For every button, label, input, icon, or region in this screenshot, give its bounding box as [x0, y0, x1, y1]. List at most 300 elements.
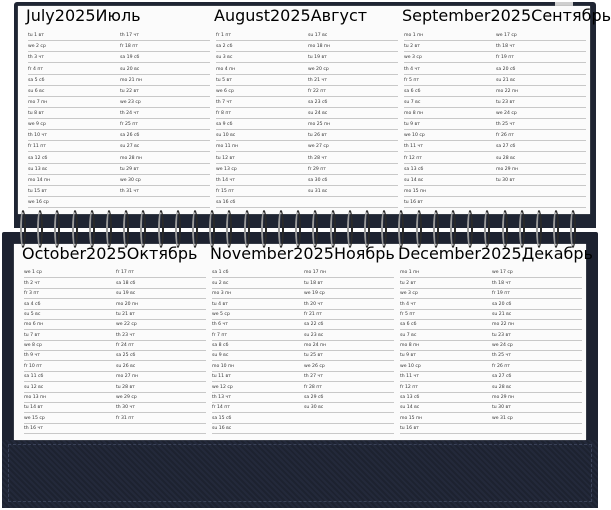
day-entry[interactable]: mo 8 пн [400, 343, 420, 348]
day-entry[interactable]: we 8 ср [24, 343, 42, 348]
day-entry[interactable]: we 27 ср [308, 144, 329, 150]
day-entry[interactable]: we 5 ср [212, 311, 230, 317]
day-rule [212, 371, 394, 372]
day-entry[interactable]: mo 11 пн [216, 144, 239, 150]
day-entry[interactable]: sa 13 сб [404, 166, 424, 172]
day-entry[interactable]: we 3 ср [400, 291, 418, 297]
day-entry[interactable]: su 7 вс [404, 99, 421, 105]
day-entry[interactable]: th 25 чт [492, 353, 511, 359]
day-entry[interactable]: sa 2 сб [216, 44, 233, 50]
day-entry[interactable]: su 17 вс [308, 33, 328, 39]
day-entry[interactable]: tu 23 вт [492, 332, 511, 338]
day-entry[interactable]: mo 8 пн [404, 111, 424, 116]
day-entry[interactable]: mo 4 пн [216, 66, 236, 72]
day-entry[interactable]: mo 25 пн [308, 122, 331, 128]
day-entry[interactable]: su 20 вс [120, 66, 140, 72]
month-name-ru: Июль [95, 6, 141, 25]
day-entry[interactable]: th 24 чт [120, 111, 139, 116]
day-entry[interactable]: th 31 чт [120, 188, 139, 194]
cover-stitching [8, 444, 592, 502]
day-rule [400, 433, 582, 434]
day-entry[interactable]: sa 13 сб [400, 394, 420, 400]
day-entry[interactable]: su 24 вс [308, 111, 328, 116]
day-rule [216, 140, 398, 141]
day-rule [212, 381, 394, 382]
day-entry[interactable]: th 18 чт [496, 44, 515, 50]
day-entry[interactable]: fr 12 пт [404, 155, 422, 161]
spiral-coil [140, 210, 146, 248]
day-entry[interactable]: su 14 вс [400, 405, 420, 411]
day-entry[interactable]: sa 27 сб [492, 374, 512, 380]
day-entry[interactable]: mo 13 пн [24, 394, 47, 400]
day-entry[interactable]: mo 15 пн [404, 188, 427, 194]
day-rule [24, 277, 206, 278]
day-entry[interactable]: tu 30 вт [496, 177, 515, 183]
day-entry[interactable]: th 23 чт [116, 332, 135, 338]
day-rule [216, 185, 398, 186]
day-entry[interactable]: tu 16 вт [400, 426, 419, 431]
day-rule [216, 85, 398, 86]
day-entry[interactable]: fr 17 пт [116, 270, 134, 276]
day-entry[interactable]: th 13 чт [212, 394, 231, 400]
day-entry[interactable]: sa 26 сб [120, 133, 140, 139]
day-rule [28, 185, 210, 186]
day-entry[interactable]: th 10 чт [28, 133, 47, 139]
day-entry[interactable]: tu 14 вт [24, 405, 43, 411]
spiral-coil [502, 210, 508, 248]
spiral-coil [158, 210, 164, 248]
day-rule [28, 163, 210, 164]
day-rule [212, 360, 394, 361]
spiral-coil [347, 210, 353, 248]
day-rule [24, 360, 206, 361]
day-rule [404, 107, 586, 108]
day-entry[interactable]: mo 7 пн [28, 99, 48, 105]
day-entry[interactable]: th 11 чт [400, 374, 419, 380]
day-entry[interactable]: th 30 чт [116, 405, 135, 411]
day-entry[interactable]: fr 26 пт [492, 363, 510, 369]
day-entry[interactable]: tu 5 вт [216, 77, 232, 83]
day-rule [28, 196, 210, 197]
day-entry[interactable]: we 23 ср [120, 99, 141, 105]
month-year: 2025 [86, 244, 127, 263]
day-entry[interactable]: su 2 вс [212, 280, 229, 286]
day-entry[interactable]: su 6 вс [28, 88, 45, 94]
day-entry[interactable]: sa 20 сб [492, 301, 512, 307]
day-entry[interactable]: th 11 чт [404, 144, 423, 150]
day-entry[interactable]: sa 5 сб [28, 77, 45, 83]
day-entry[interactable]: tu 28 вт [116, 384, 135, 390]
day-entry[interactable]: su 3 вс [216, 55, 233, 61]
month-name: October [22, 244, 87, 263]
day-entry[interactable]: we 6 ср [216, 88, 234, 94]
day-entry[interactable]: we 17 ср [496, 33, 517, 39]
day-entry[interactable]: we 9 ср [28, 122, 46, 128]
day-entry[interactable]: tu 30 вт [492, 405, 511, 411]
day-rule [216, 118, 398, 119]
day-entry[interactable]: sa 12 сб [28, 155, 48, 161]
month-bottom-0 [22, 244, 212, 440]
month-name-ru: Октябрь [126, 244, 198, 263]
day-entry[interactable]: th 16 чт [24, 426, 43, 431]
day-entry[interactable]: tu 26 вт [308, 133, 327, 139]
day-entry[interactable]: we 20 ср [308, 66, 329, 72]
day-rule [28, 207, 210, 208]
day-rule [400, 329, 582, 330]
day-entry[interactable]: su 21 вс [496, 77, 516, 83]
day-entry[interactable]: mo 1 пн [400, 270, 420, 276]
month-year: 2025 [480, 244, 522, 263]
day-entry[interactable]: we 16 ср [28, 200, 49, 205]
day-entry[interactable]: tu 8 вт [28, 111, 44, 116]
day-entry[interactable]: su 21 вс [492, 311, 512, 317]
day-entry[interactable]: mo 14 пн [28, 177, 51, 183]
day-entry[interactable]: we 24 ср [496, 111, 517, 116]
day-entry[interactable]: we 2 ср [28, 44, 46, 50]
day-entry[interactable]: mo 17 пн [304, 270, 327, 276]
day-entry[interactable]: fr 24 пт [116, 343, 134, 348]
spiral-coil [364, 210, 370, 248]
month-header [214, 6, 404, 26]
day-entry[interactable]: tu 18 вт [304, 280, 323, 286]
day-rule [212, 298, 394, 299]
day-rule [28, 151, 210, 152]
day-entry[interactable]: fr 10 пт [24, 363, 42, 369]
day-rule [400, 371, 582, 372]
day-rule [216, 62, 398, 63]
day-rule [216, 96, 398, 97]
day-rule [216, 40, 398, 41]
day-entry[interactable]: th 6 чт [212, 322, 228, 328]
day-rule [400, 402, 582, 403]
day-rule [400, 319, 582, 320]
day-rule [404, 174, 586, 175]
day-rule [212, 288, 394, 289]
day-entry[interactable]: fr 7 пт [212, 332, 228, 338]
day-entry[interactable]: sa 19 сб [120, 55, 140, 61]
day-entry[interactable]: sa 20 сб [496, 66, 516, 72]
day-entry[interactable]: tu 12 вт [216, 155, 235, 161]
day-entry[interactable]: sa 6 сб [404, 88, 421, 94]
day-rule [404, 51, 586, 52]
day-entry[interactable]: mo 18 пн [308, 44, 331, 50]
day-entry[interactable]: th 7 чт [216, 99, 232, 105]
day-entry[interactable]: su 5 вс [24, 311, 41, 317]
day-entry[interactable]: sa 18 сб [116, 280, 136, 286]
month-name: July [26, 6, 55, 25]
day-rule [28, 174, 210, 175]
day-entry[interactable]: th 20 чт [304, 301, 323, 307]
day-entry[interactable]: we 12 ср [212, 384, 233, 390]
spiral-coil [381, 210, 387, 248]
spiral-coil [312, 210, 318, 248]
day-entry[interactable]: tu 2 вт [404, 44, 420, 50]
day-rule [216, 207, 398, 208]
day-rule [212, 350, 394, 351]
day-entry[interactable]: fr 14 пт [212, 405, 230, 411]
day-rule [400, 309, 582, 310]
day-rule [404, 196, 586, 197]
day-entry[interactable]: su 26 вс [116, 363, 136, 369]
day-entry[interactable]: fr 18 пт [120, 44, 138, 50]
spiral-coil [416, 210, 422, 248]
day-entry[interactable]: su 31 вс [308, 188, 328, 194]
day-rule [212, 340, 394, 341]
day-rule [24, 329, 206, 330]
day-rule [28, 51, 210, 52]
day-rule [400, 350, 582, 351]
month-name: August [214, 6, 270, 25]
day-entry[interactable]: th 25 чт [496, 122, 515, 128]
day-entry[interactable]: mo 29 пн [496, 166, 519, 172]
day-rule [24, 371, 206, 372]
day-rule [212, 277, 394, 278]
day-rule [404, 74, 586, 75]
day-entry[interactable]: sa 30 сб [308, 177, 328, 183]
day-rule [404, 96, 586, 97]
day-entry[interactable]: we 10 ср [400, 363, 421, 369]
day-entry[interactable]: tu 11 вт [212, 374, 231, 380]
day-entry[interactable]: mo 15 пн [400, 415, 423, 421]
month-header [26, 6, 216, 26]
day-rule [24, 350, 206, 351]
day-entry[interactable]: we 15 ср [24, 415, 45, 421]
day-rule [28, 74, 210, 75]
day-entry[interactable]: tu 9 вт [400, 353, 416, 359]
spiral-coil [553, 210, 559, 248]
day-entry[interactable]: fr 12 пт [400, 384, 418, 390]
day-entry[interactable]: su 19 вс [116, 291, 136, 297]
month-name-ru: Декабрь [521, 244, 593, 263]
day-rule [400, 381, 582, 382]
spiral-coil [244, 210, 250, 248]
day-entry[interactable]: tu 23 вт [496, 99, 515, 105]
month-top-2 [402, 6, 611, 214]
day-rule [24, 381, 206, 382]
day-entry[interactable]: fr 26 пт [496, 133, 514, 139]
day-entry[interactable]: sa 16 сб [216, 200, 236, 205]
day-rule [400, 277, 582, 278]
day-entry[interactable]: fr 21 пт [304, 311, 322, 317]
day-entry[interactable]: tu 7 вт [24, 332, 40, 338]
day-entry[interactable]: th 17 чт [120, 33, 139, 39]
day-entry[interactable]: fr 1 пт [216, 33, 232, 39]
month-name-ru: Ноябрь [333, 244, 395, 263]
day-rule [216, 196, 398, 197]
day-rule [24, 392, 206, 393]
day-entry[interactable]: fr 8 пт [216, 111, 232, 116]
day-entry[interactable]: sa 29 сб [304, 394, 324, 400]
day-rule [404, 207, 586, 208]
day-entry[interactable]: tu 2 вт [400, 280, 416, 286]
spiral-coil [192, 210, 198, 248]
day-entry[interactable]: fr 4 пт [28, 66, 44, 72]
day-entry[interactable]: fr 11 пт [28, 144, 46, 150]
day-entry[interactable]: su 9 вс [212, 353, 229, 359]
day-rule [216, 51, 398, 52]
day-entry[interactable]: su 27 вс [120, 144, 140, 150]
day-entry[interactable]: sa 15 сб [212, 415, 232, 421]
day-entry[interactable]: mo 28 пн [120, 155, 143, 161]
day-entry[interactable]: tu 16 вт [404, 200, 423, 205]
day-entry[interactable]: fr 19 пт [496, 55, 514, 61]
day-entry[interactable]: fr 15 пт [216, 188, 234, 194]
day-rule [212, 412, 394, 413]
day-entry[interactable]: we 22 ср [116, 322, 137, 328]
day-entry[interactable]: sa 27 сб [496, 144, 516, 150]
day-entry[interactable]: fr 22 пт [308, 88, 326, 94]
spiral-coil [209, 210, 215, 248]
day-rule [400, 423, 582, 424]
day-entry[interactable]: su 16 вс [212, 426, 232, 431]
day-entry[interactable]: th 4 чт [400, 301, 416, 307]
day-entry[interactable]: th 27 чт [304, 374, 323, 380]
day-rule [216, 74, 398, 75]
day-rule [28, 62, 210, 63]
spiral-coil [433, 210, 439, 248]
day-entry[interactable]: su 7 вс [400, 332, 417, 338]
day-entry[interactable]: su 30 вс [304, 405, 324, 411]
month-top-1 [214, 6, 404, 214]
day-entry[interactable]: su 28 вс [492, 384, 512, 390]
day-entry[interactable]: fr 31 пт [116, 415, 134, 421]
day-rule [24, 298, 206, 299]
page-oct-dec[interactable] [14, 244, 593, 440]
spiral-coil [278, 210, 284, 248]
day-entry[interactable]: su 23 вс [304, 332, 324, 338]
day-entry[interactable]: we 10 ср [404, 133, 425, 139]
spiral-coil [398, 210, 404, 248]
day-entry[interactable]: tu 9 вт [404, 122, 420, 128]
month-bottom-1 [210, 244, 400, 440]
day-entry[interactable]: su 14 вс [404, 177, 424, 183]
day-entry[interactable]: sa 11 сб [24, 374, 44, 380]
day-rule [212, 309, 394, 310]
day-entry[interactable]: we 31 ср [492, 415, 513, 421]
day-entry[interactable]: tu 1 вт [28, 33, 44, 39]
day-entry[interactable]: sa 22 сб [304, 322, 324, 328]
day-entry[interactable]: tu 15 вт [28, 188, 47, 194]
day-entry[interactable]: we 3 ср [404, 55, 422, 61]
day-entry[interactable]: fr 25 пт [120, 122, 138, 128]
day-rule [24, 309, 206, 310]
day-rule [216, 129, 398, 130]
day-entry[interactable]: su 12 вс [24, 384, 44, 390]
day-entry[interactable]: th 18 чт [492, 280, 511, 286]
day-entry[interactable]: mo 21 пн [120, 77, 143, 83]
day-entry[interactable]: we 26 ср [304, 363, 325, 369]
day-entry[interactable]: fr 3 пт [24, 291, 40, 297]
day-entry[interactable]: th 21 чт [308, 77, 327, 83]
day-entry[interactable]: mo 24 пн [304, 343, 327, 348]
month-name: December [398, 244, 481, 263]
day-rule [28, 96, 210, 97]
day-entry[interactable]: mo 22 пн [492, 322, 515, 328]
day-entry[interactable]: su 13 вс [28, 166, 48, 172]
month-name: September [402, 6, 491, 25]
day-entry[interactable]: we 19 ср [304, 291, 325, 297]
day-entry[interactable]: sa 6 сб [400, 322, 417, 328]
day-entry[interactable]: tu 25 вт [304, 353, 323, 359]
day-entry[interactable]: tu 4 вт [212, 301, 228, 307]
day-entry[interactable]: sa 4 сб [24, 301, 41, 307]
day-entry[interactable]: th 14 чт [216, 177, 235, 183]
day-entry[interactable]: sa 23 сб [308, 99, 328, 105]
day-entry[interactable]: we 29 ср [116, 394, 137, 400]
day-rule [216, 107, 398, 108]
day-rule [212, 392, 394, 393]
day-rule [212, 329, 394, 330]
day-rule [404, 118, 586, 119]
day-entry[interactable]: we 13 ср [216, 166, 237, 172]
day-entry[interactable]: mo 3 пн [212, 291, 232, 297]
day-entry[interactable]: tu 22 вт [120, 88, 139, 94]
day-entry[interactable]: mo 27 пн [116, 374, 139, 380]
day-entry[interactable]: th 2 чт [24, 280, 40, 286]
day-rule [28, 85, 210, 86]
month-year: 2025 [54, 6, 96, 25]
day-entry[interactable]: mo 22 пн [496, 88, 519, 94]
day-entry[interactable]: fr 5 пт [404, 77, 420, 83]
day-rule [28, 118, 210, 119]
day-entry[interactable]: we 30 ср [120, 177, 141, 183]
day-rule [404, 129, 586, 130]
day-entry[interactable]: mo 6 пн [24, 322, 44, 328]
spiral-coil [570, 210, 576, 248]
day-entry[interactable]: tu 19 вт [308, 55, 327, 61]
day-rule [24, 412, 206, 413]
day-entry[interactable]: mo 29 пн [492, 394, 515, 400]
spiral-coil [484, 210, 490, 248]
day-entry[interactable]: fr 19 пт [492, 291, 510, 297]
day-entry[interactable]: su 28 вс [496, 155, 516, 161]
spiral-coil [106, 210, 112, 248]
day-entry[interactable]: mo 10 пн [212, 363, 235, 369]
day-entry[interactable]: tu 29 вт [120, 166, 139, 172]
day-entry[interactable]: mo 20 пн [116, 301, 139, 307]
month-header [402, 6, 592, 26]
day-entry[interactable]: we 17 ср [492, 270, 513, 276]
day-entry[interactable]: sa 25 сб [116, 353, 136, 359]
day-rule [212, 433, 394, 434]
day-rule [28, 40, 210, 41]
day-entry[interactable]: th 9 чт [24, 353, 40, 359]
day-entry[interactable]: sa 1 сб [212, 270, 229, 276]
day-entry[interactable]: sa 9 сб [216, 122, 233, 128]
day-entry[interactable]: mo 1 пн [404, 33, 424, 39]
spiral-coil [261, 210, 267, 248]
day-entry[interactable]: tu 21 вт [116, 311, 135, 317]
page-jul-sep[interactable] [18, 6, 611, 214]
day-entry[interactable]: fr 29 пт [308, 166, 326, 172]
month-year: 2025 [293, 244, 334, 263]
day-rule [212, 402, 394, 403]
day-entry[interactable]: fr 28 пт [304, 384, 322, 390]
month-top-0 [26, 6, 216, 214]
day-rule [404, 151, 586, 152]
day-entry[interactable]: we 24 ср [492, 343, 513, 348]
day-entry[interactable]: th 4 чт [404, 66, 420, 72]
day-entry[interactable]: th 28 чт [308, 155, 327, 161]
day-entry[interactable]: fr 5 пт [400, 311, 416, 317]
spiral-coil [450, 210, 456, 248]
day-entry[interactable]: we 1 ср [24, 270, 42, 276]
day-entry[interactable]: th 3 чт [28, 55, 44, 61]
day-entry[interactable]: sa 8 сб [212, 343, 229, 348]
day-rule [404, 140, 586, 141]
day-rule [400, 340, 582, 341]
day-entry[interactable]: su 10 вс [216, 133, 236, 139]
